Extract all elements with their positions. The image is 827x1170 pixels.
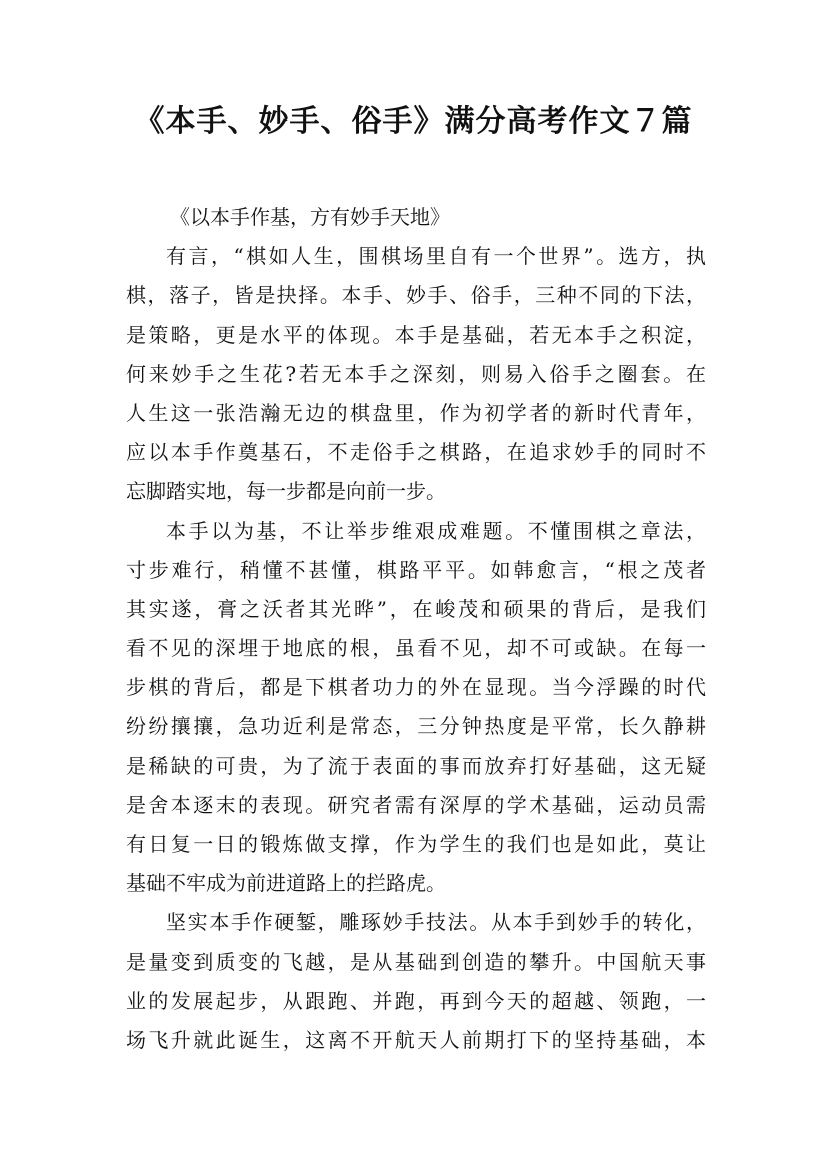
paragraph-line: 有日复一日的锻炼做支撑，作为学生的我们也是如此，莫让 [126, 832, 706, 856]
paragraph [126, 237, 706, 511]
paragraph-line: 是策略，更是水平的体现。本手是基础，若无本手之积淀， [126, 322, 706, 347]
paragraph-line: 何来妙手之生花?若无本手之深刻，则易入俗手之圈套。在 [126, 361, 706, 386]
document-body [126, 198, 706, 1060]
paragraph-line: 是量变到质变的飞越，是从基础到创造的攀升。中国航天事 [126, 949, 706, 974]
paragraph-line: 坚实本手作硬錾，雕琢妙手技法。从本手到妙手的转化， [166, 910, 706, 935]
paragraph-line: 是稀缺的可贵，为了流于表面的事而放弃打好基础，这无疑 [126, 753, 706, 778]
paragraph-line: 棋，落子，皆是抉择。本手、妙手、俗手，三种不同的下法， [126, 283, 706, 308]
paragraph-line: 有言，“棋如人生，围棋场里自有一个世界”。选方，执 [166, 244, 706, 269]
paragraph-line: 步棋的背后，都是下棋者功力的外在显现。当今浮躁的时代 [126, 675, 706, 700]
paragraph-line: 基础不牢成为前进道路上的拦路虎。 [126, 871, 446, 896]
paragraph-line: 其实遂，膏之沃者其光晔”，在峻茂和硕果的背后，是我们 [126, 596, 706, 621]
paragraph-line: 寸步难行，稍懂不甚懂，棋路平平。如韩愈言，“根之茂者 [126, 557, 706, 582]
paragraph [126, 512, 706, 904]
paragraph-line: 应以本手作奠基石，不走俗手之棋路，在追求妙手的同时不 [126, 440, 706, 465]
paragraph-line: 本手以为基，不让举步维艰成难题。不懂围棋之章法， [166, 518, 706, 543]
paragraph-line: 看不见的深埋于地底的根，虽看不见，却不可或缺。在每一 [126, 636, 706, 661]
paragraph-line: 业的发展起步，从跟跑、并跑，再到今天的超越、领跑，一 [126, 988, 706, 1013]
essay-subtitle: 《以本手作基，方有妙手天地》 [170, 205, 450, 229]
document-title: 《本手、妙手、俗手》满分高考作文７篇 [134, 104, 693, 139]
paragraph-line: 人生这一张浩瀚无边的棋盘里，作为初学者的新时代青年， [126, 400, 706, 425]
paragraph-line: 忘脚踏实地，每一步都是向前一步。 [126, 479, 446, 504]
paragraph-line: 场飞升就此诞生，这离不开航天人前期打下的坚持基础，本 [126, 1027, 706, 1052]
paragraph [126, 903, 706, 1060]
paragraph-line: 是舍本逐末的表现。研究者需有深厚的学术基础，运动员需 [126, 792, 706, 817]
paragraph-line: 纷纷攘攘，急功近利是常态，三分钟热度是平常，长久静耕 [126, 714, 706, 739]
